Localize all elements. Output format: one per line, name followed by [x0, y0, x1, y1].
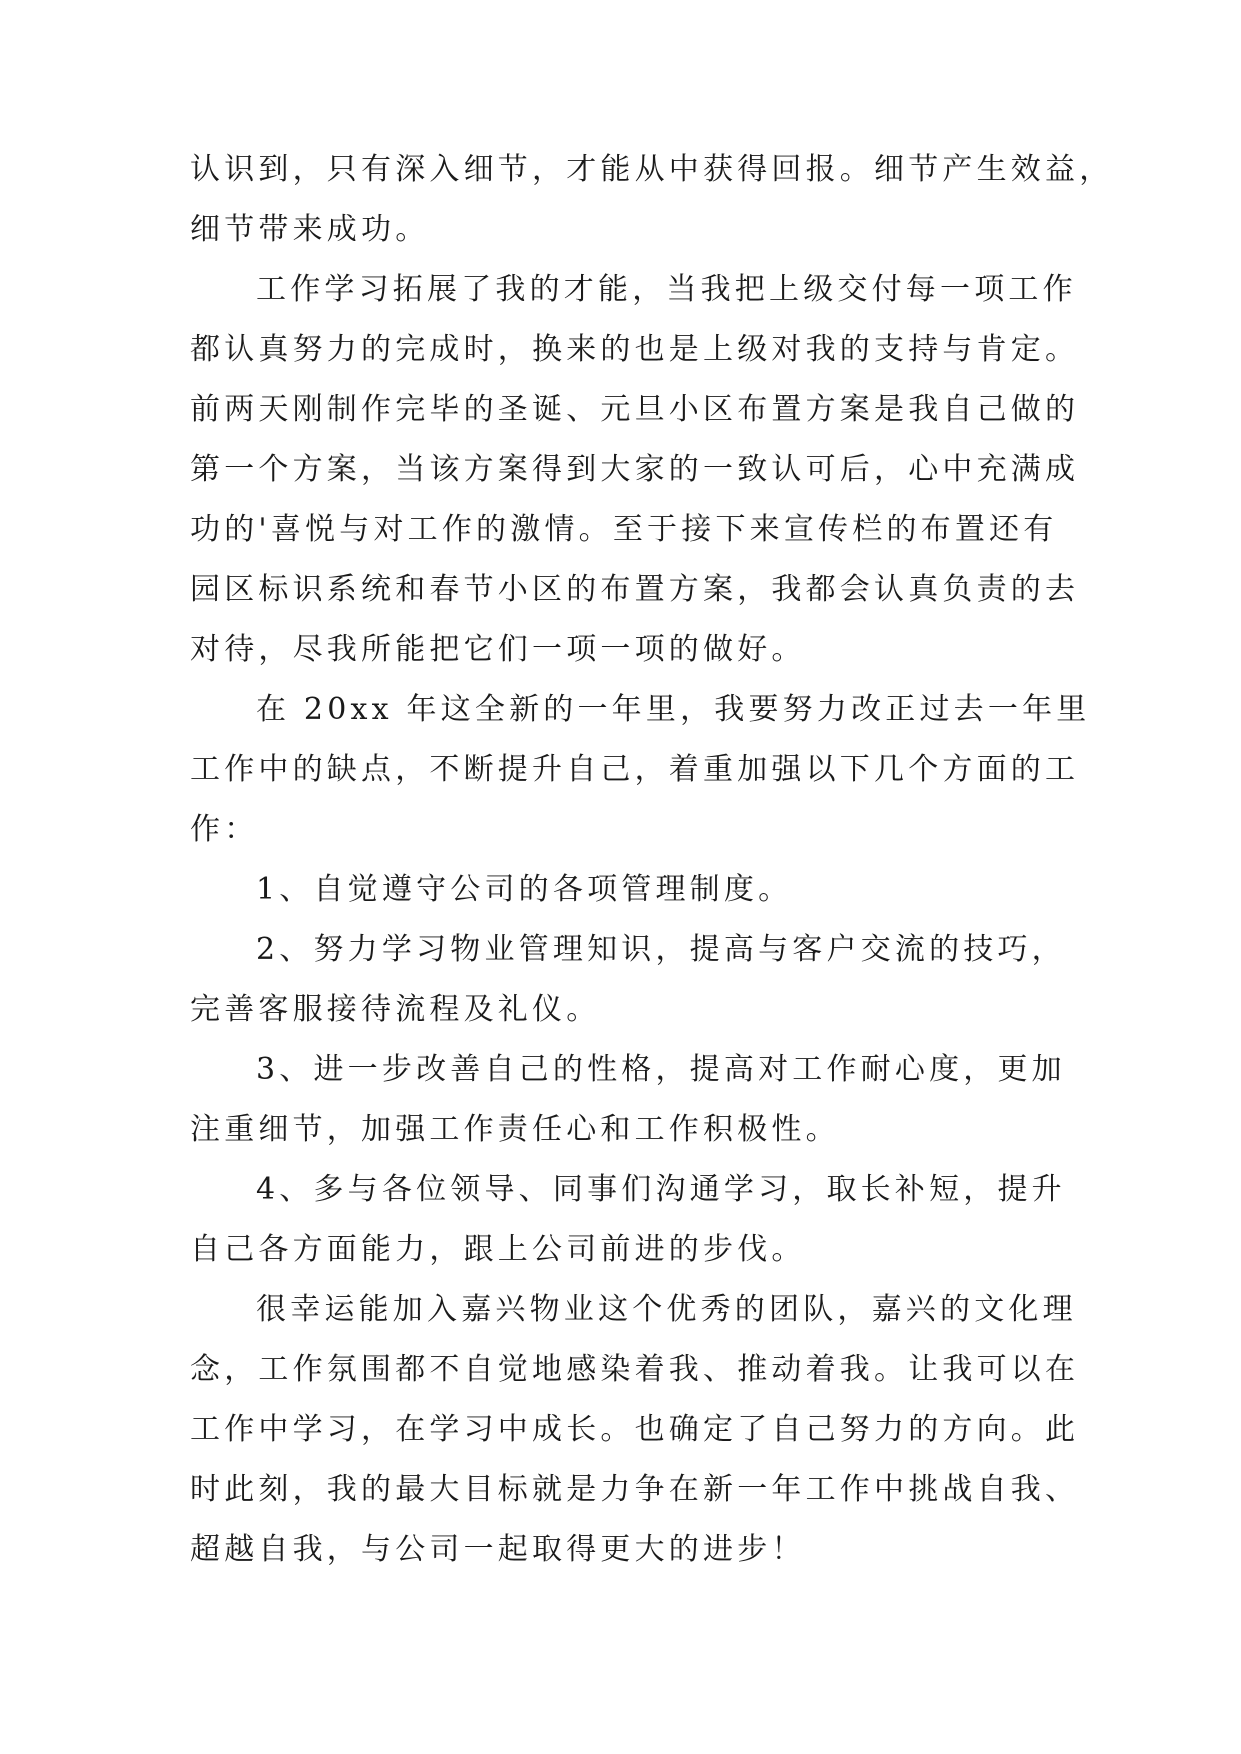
paragraph-line: 认识到，只有深入细节，才能从中获得回报。细节产生效益，	[190, 152, 1114, 187]
paragraph-line: 对待，尽我所能把它们一项一项的做好。	[190, 632, 806, 667]
paragraph-line: 园区标识系统和春节小区的布置方案，我都会认真负责的去	[190, 572, 1080, 607]
paragraph-line: 工作中学习，在学习中成长。也确定了自己努力的方向。此	[190, 1412, 1080, 1447]
paragraph-line: 工作中的缺点，不断提升自己，着重加强以下几个方面的工	[190, 752, 1080, 787]
paragraph-line: 工作学习拓展了我的才能，当我把上级交付每一项工作	[256, 272, 1077, 307]
paragraph-line: 功的'喜悦与对工作的激情。至于接下来宣传栏的布置还有	[190, 512, 1058, 547]
paragraph-line: 在 20xx 年这全新的一年里，我要努力改正过去一年里	[256, 692, 1091, 727]
list-item-continuation: 自己各方面能力，跟上公司前进的步伐。	[190, 1232, 806, 1267]
list-item: 2、努力学习物业管理知识，提高与客户交流的技巧，	[256, 932, 1066, 967]
paragraph-line: 念，工作氛围都不自觉地感染着我、推动着我。让我可以在	[190, 1352, 1080, 1387]
list-item-continuation: 完善客服接待流程及礼仪。	[190, 992, 601, 1027]
list-item: 1、自觉遵守公司的各项管理制度。	[256, 872, 793, 907]
paragraph-line: 前两天刚制作完毕的圣诞、元旦小区布置方案是我自己做的	[190, 392, 1080, 427]
paragraph-line: 超越自我，与公司一起取得更大的进步！	[190, 1532, 806, 1567]
paragraph-line: 第一个方案，当该方案得到大家的一致认可后，心中充满成	[190, 452, 1080, 487]
paragraph-line: 作：	[190, 812, 259, 847]
list-item-continuation: 注重细节，加强工作责任心和工作积极性。	[190, 1112, 840, 1147]
paragraph-line: 细节带来成功。	[190, 212, 430, 247]
list-item: 3、进一步改善自己的性格，提高对工作耐心度，更加	[256, 1052, 1066, 1087]
paragraph-line: 很幸运能加入嘉兴物业这个优秀的团队，嘉兴的文化理	[256, 1292, 1077, 1327]
paragraph-line: 都认真努力的完成时，换来的也是上级对我的支持与肯定。	[190, 332, 1080, 367]
paragraph-line: 时此刻，我的最大目标就是力争在新一年工作中挑战自我、	[190, 1472, 1080, 1507]
list-item: 4、多与各位领导、同事们沟通学习，取长补短，提升	[256, 1172, 1066, 1207]
